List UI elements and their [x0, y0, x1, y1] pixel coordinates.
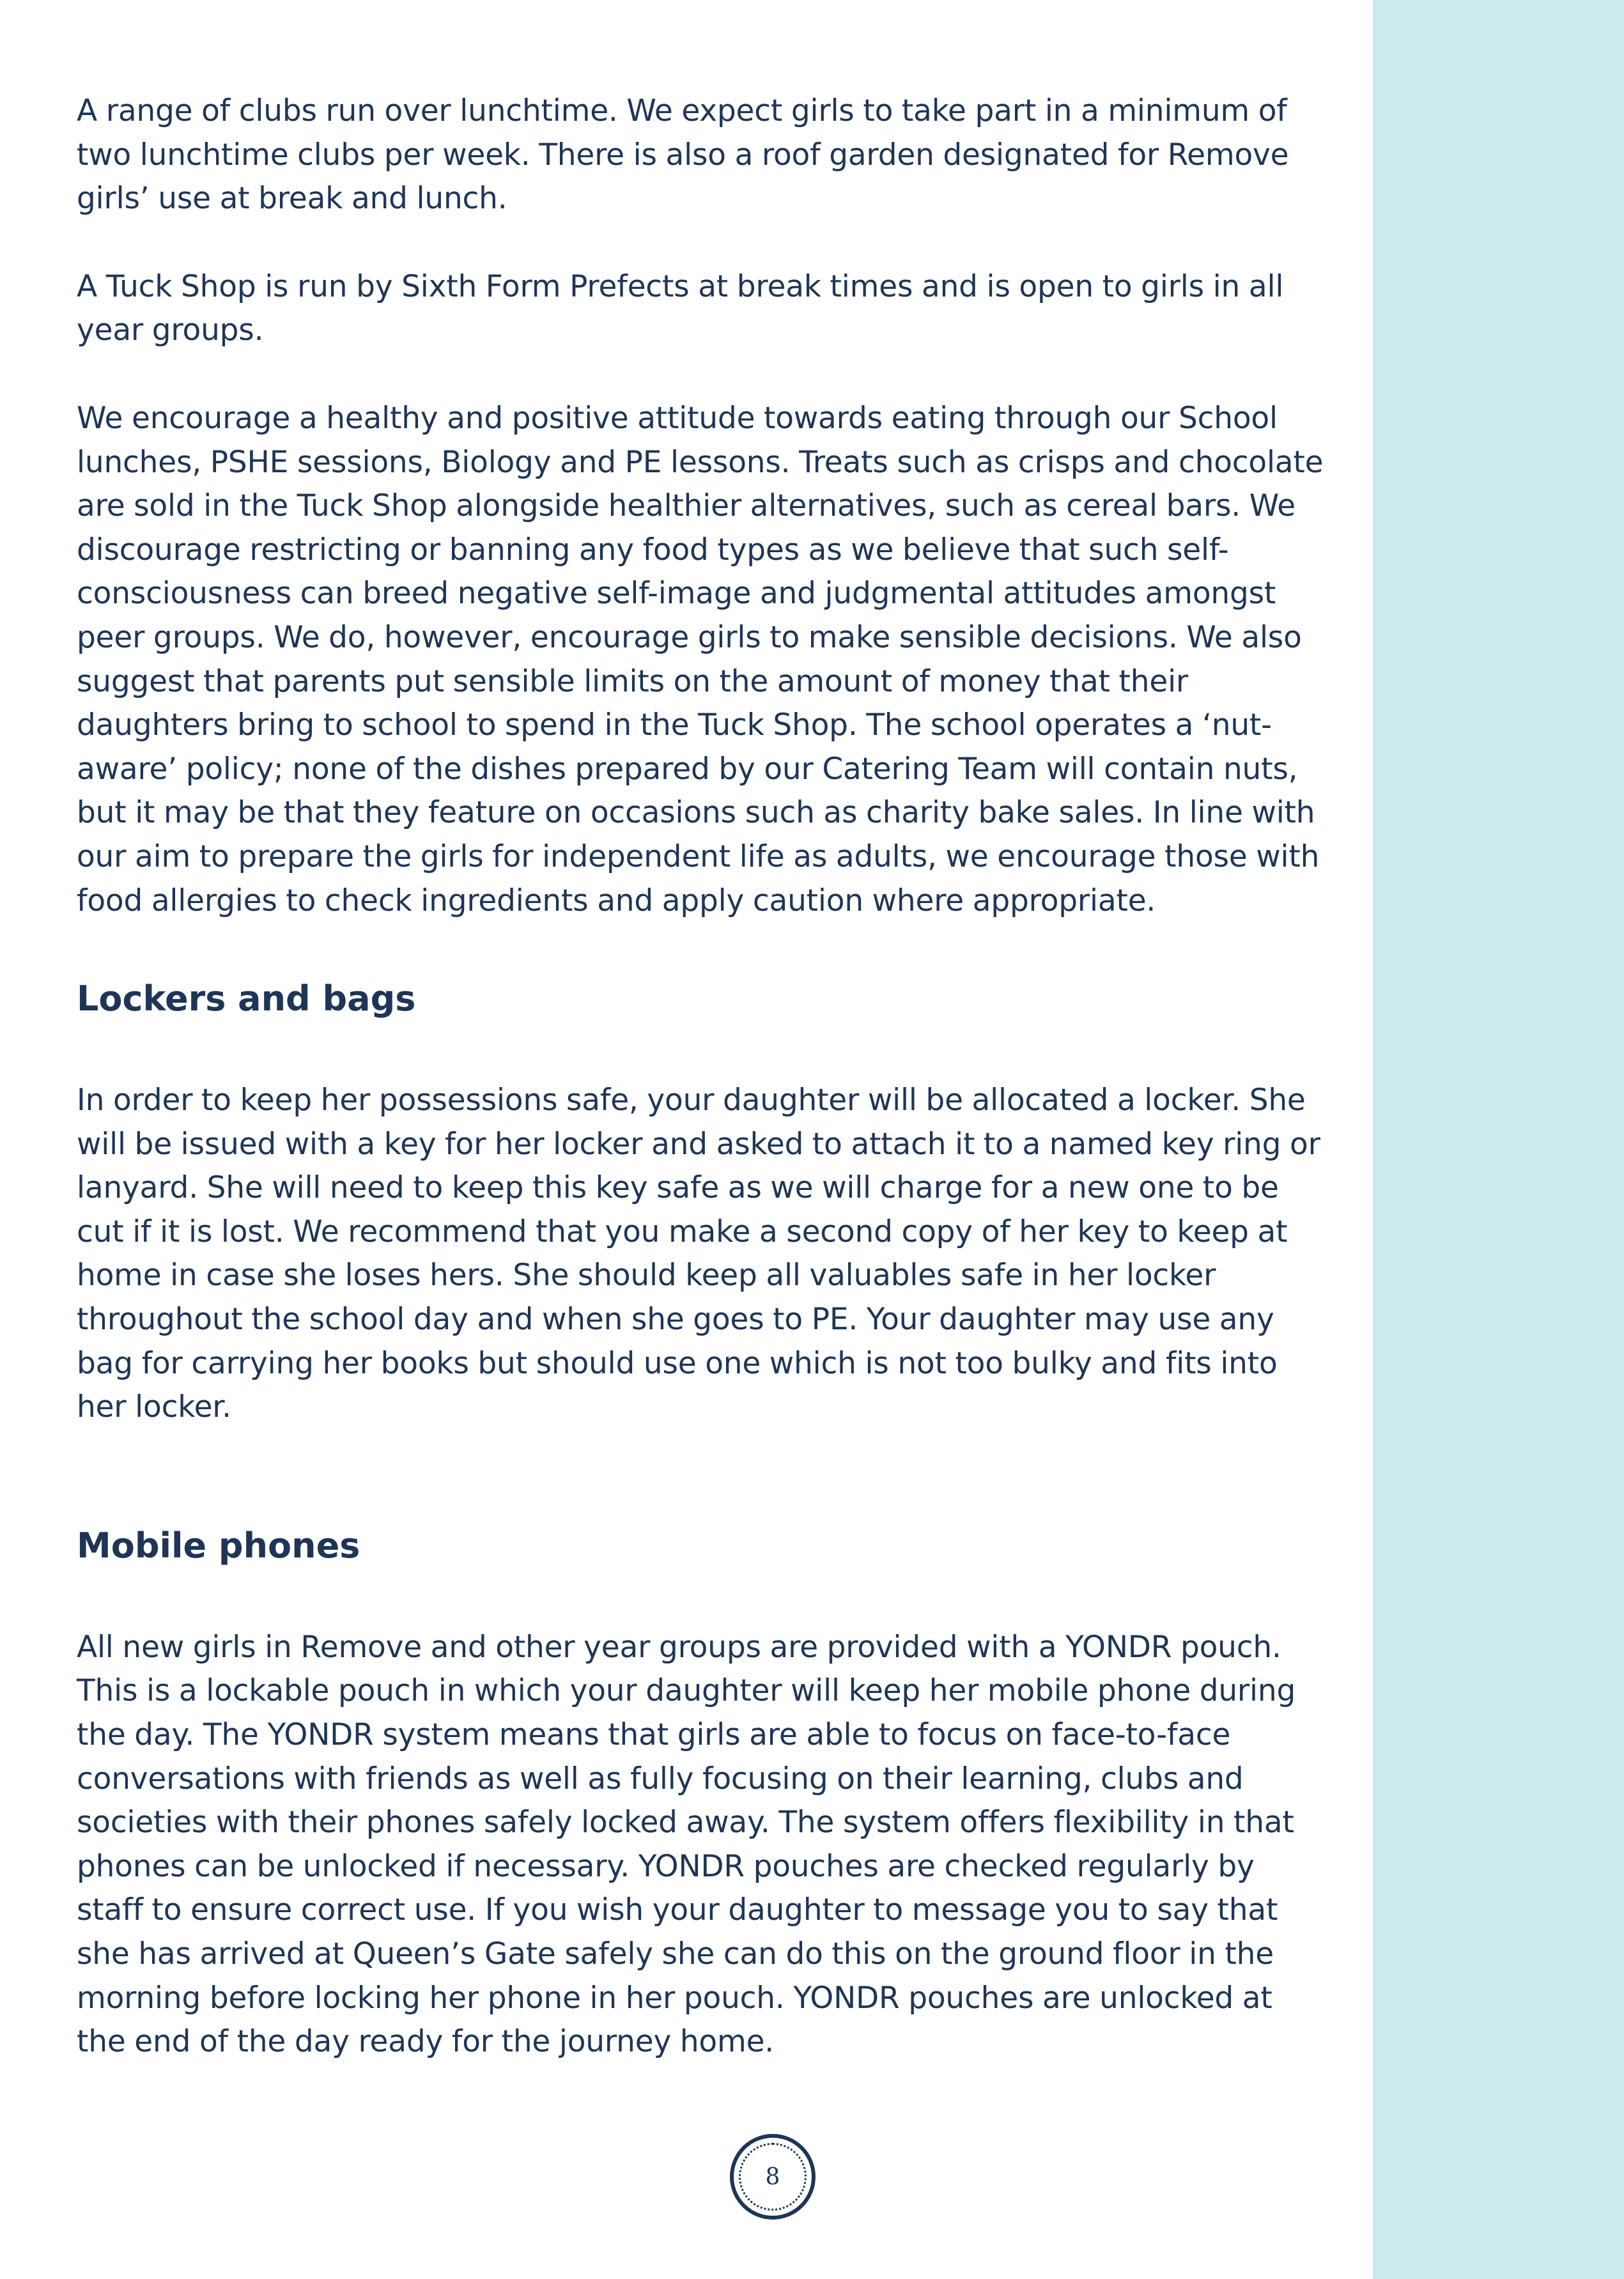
paragraph-lunchtime-clubs: A range of clubs run over lunchtime. We expect girls to take part in a minimum of two lunchtime clubs per week. There is also a roof garden designated for Remove girls’ use at break and lunch. — [77, 93, 1289, 217]
heading-lockers-and-bags: Lockers and bags — [77, 978, 416, 1019]
paragraph-mobile-phones: All new girls in Remove and other year groups are provided with a YONDR pouch. This is a lockable pouch in which your daughter will keep her mobile phone during the day. The YONDR system means that girls are able to focus on face-to-face conversations with friends as well as fully focusing on their learning, clubs and societies with their phones safely locked away. The system offers flexibility in that phones can be unlocked if necessary. YONDR pouches are checked regularly by staff to ensure correct use. If you wish your daughter to message you to say that she has arrived at Queen’s Gate safely she can do this on the ground floor in the morning before locking her phone in her pouch. YONDR pouches are unlocked at the end of the day ready for the journey home. — [77, 1629, 1296, 2060]
heading-mobile-phones: Mobile phones — [77, 1525, 360, 1566]
paragraph-healthy-eating: We encourage a healthy and positive attitude towards eating through our School lunches, PSHE sessions, Biology and PE lessons. Treats such as crisps and chocolate are sold in the Tuck Shop alongside healthier alternatives, such as cereal bars. We discourage restricting or banning any food types as we believe that such self-consciousness can breed negative self-image and judgmental attitudes amongst peer groups. We do, however, encourage girls to make sensible decisions. We also suggest that parents put sensible limits on the amount of money that their daughters bring to school to spend in the Tuck Shop. The school operates a ‘nut-aware’ policy; none of the dishes prepared by our Catering Team will contain nuts, but it may be that they feature on occasions such as charity bake sales. In line with our aim to prepare the girls for independent life as adults, we encourage those with food allergies to check ingredients and apply caution where appropriate. — [77, 400, 1324, 918]
page-number-badge — [730, 2134, 816, 2220]
page-number: 8 — [739, 2143, 807, 2211]
paragraph-tuck-shop: A Tuck Shop is run by Sixth Form Prefects at break times and is open to girls in all year groups. — [77, 268, 1284, 348]
paragraph-lockers: In order to keep her possessions safe, your daughter will be allocated a locker. She will be issued with a key for her locker and asked to attach it to a named key ring or lanyard. She will need to keep this key safe as we will charge for a new one to be cut if it is lost. We recommend that you make a second copy of her key to keep at home in case she loses hers. She should keep all valuables safe in her locker throughout the school day and when she goes to PE. Your daughter may use any bag for carrying her books but should use one which is not too bulky and fits into her locker. — [77, 1083, 1320, 1425]
sidebar-accent-band — [1373, 0, 1624, 2279]
document-body — [77, 89, 1329, 2064]
